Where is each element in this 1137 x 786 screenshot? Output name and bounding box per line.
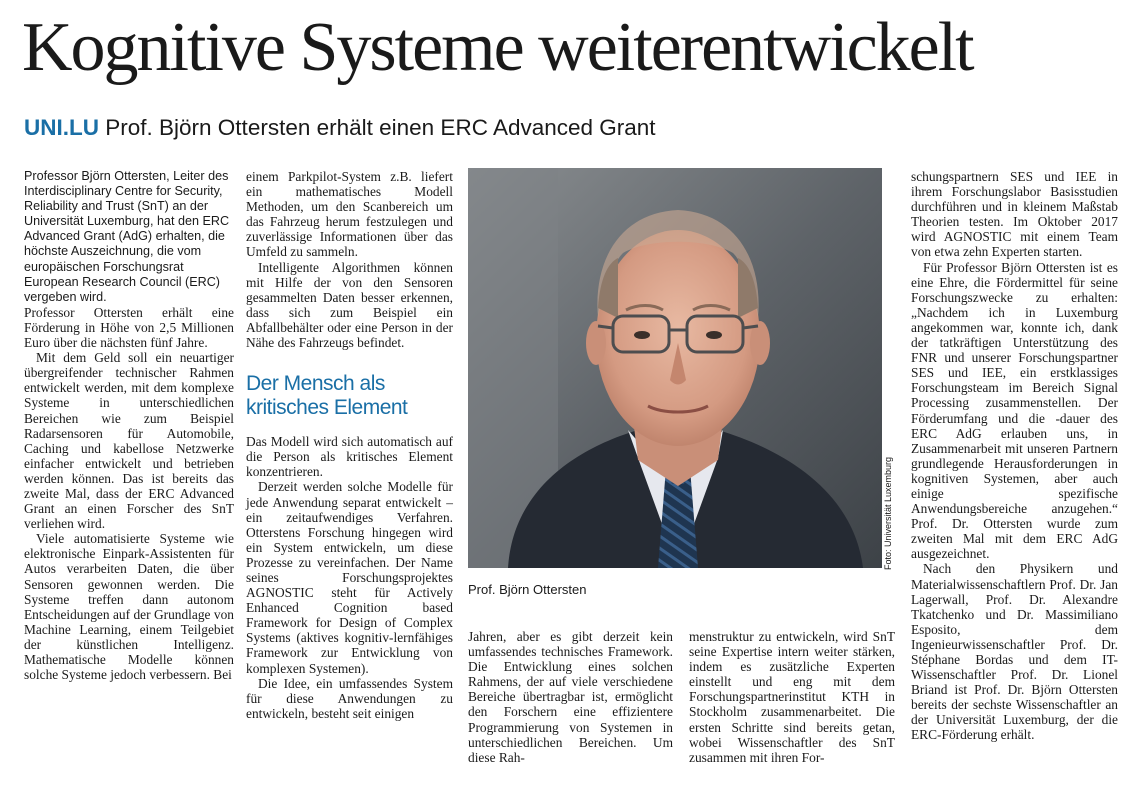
article-paragraph: Jahren, aber es gibt derzeit kein umfassendes technisches Framework. Die Entwicklung eines solchen Rahmens, der auf viele verschiedene Bereiche übertragbar ist, ermöglicht den Forschern eine effizientere Programmierung von Systemen in unterschiedlichen Bereichen. Um diese Rah- xyxy=(468,629,673,765)
headline: Kognitive Systeme weiterentwickelt xyxy=(22,9,973,86)
column-1 xyxy=(24,169,234,682)
photo-caption: Prof. Björn Ottersten xyxy=(468,582,587,597)
article-paragraph: Intelligente Algorithmen können mit Hilfe der von den Sensoren gesammelten Daten besser erkennen, dass sich zum Beispiel ein Abfallbehälter oder eine Person in der Nähe des Fahrzeugs befindet. xyxy=(246,259,453,351)
portrait-photo xyxy=(468,168,882,568)
article-paragraph: Das Modell wird sich automatisch auf die Person als kritisches Element konzentrieren. xyxy=(246,434,453,480)
column-3 xyxy=(468,629,673,765)
article-paragraph: Nach den Physikern und Materialwissenschaftlern Prof. Dr. Jan Lagerwall, Prof. Dr. Alexandre Tkatchenko und Dr. Massimiliano Esposito, dem Ingenieurwissenschaftler Prof. Dr. Stéphane Bordas und dem IT-Wissenschaftler Prof. Dr. Lionel Briand ist Prof. Dr. Björn Ottersten bereits der sechste Wissenschaftler an der Universität Luxemburg, der die ERC-Förderung erhält. xyxy=(911,561,1118,743)
column-5 xyxy=(911,169,1118,743)
article-paragraph: Für Professor Björn Ottersten ist es eine Ehre, die Fördermittel für seine Forschungszwecke zu erhalten: „Nachdem ich in Luxemburg angekommen war, konnte ich, dank der tatkräftigen Unterstützung des FNR und unserer Forschungspartner SES und IEE, ein erstklassiges Forschungsteam im Bereich Signal Processing zusammenstellen. Der Förderumfang und die -dauer des ERC AdG erlauben uns, in Zusammenarbeit mit unseren Partnern grundlegende Herausforderungen in kognitiven Systemen, aber auch einige spezifische Anwendungsbereiche anzugehen.“ Prof. Dr. Ottersten wurde zum zweiten Mal mit dem ERC AdG ausgezeichnet. xyxy=(911,259,1118,562)
article-paragraph: menstruktur zu entwickeln, wird SnT seine Expertise intern weiter stärken, indem es zusätzliche Experten einstellt und eng mit dem Forschungspartnerinstitut KTH in Stockholm zusammenarbeitet. Die ersten Schritte sind bereits getan, wobei Wissenschaftler des SnT zusammen mit ihren For- xyxy=(689,629,895,765)
intro-paragraph: Professor Björn Ottersten, Leiter des Interdisciplinary Centre for Security, Reliability and Trust (SnT) an der Universität Luxemburg, hat den ERC Advanced Grant (AdG) erhalten, die höchste Auszeichnung, die vom europäischen Forschungsrat European Research Council (ERC) vergeben wird. xyxy=(24,169,230,304)
article-paragraph: Mit dem Geld soll ein neuartiger übergreifender technischer Rahmen entwickelt werden, mit dem komplexe Systeme in unterschiedlichen Bereichen wie zum Beispiel Radarsensoren für Automobile, Caching und kabellose Netzwerke einfacher entwickelt und betrieben werden können. Das ist bereits das zweite Mal, dass der ERC Advanced Grant an einen Forscher des SnT verliehen wird. xyxy=(24,350,234,532)
column-2 xyxy=(246,169,453,721)
article-paragraph: Die Idee, ein umfassendes System für diese Anwendungen zu entwickeln, besteht seit einigen xyxy=(246,675,453,721)
portrait-illustration xyxy=(468,168,882,568)
article-paragraph: Professor Ottersten erhält eine Förderung in Höhe von 2,5 Millionen Euro über die nächsten fünf Jahre. xyxy=(24,304,234,351)
article-paragraph: einem Parkpilot-System z.B. liefert ein mathematisches Modell Methoden, um den Scanbereich um das Fahrzeug herum festzulegen und zuverlässige Informationen über das Umfeld zu sammeln. xyxy=(246,169,453,260)
kicker: UNI.LU xyxy=(24,115,99,140)
subline xyxy=(24,114,1114,142)
photo-credit-text: Foto: Universität Luxemburg xyxy=(883,456,893,570)
article-paragraph: Viele automatisierte Systeme wie elektronische Einpark-Assistenten für Autos verarbeiten Daten, die über Sensoren gewonnen werden. Die Systeme treffen dann autonom Entscheidungen auf der Grundlage von Machine Learning, einem Teilgebiet der künstlichen Intelligenz. Mathematische Modelle können solche Systeme jedoch verbessern. Bei xyxy=(24,531,234,683)
subtitle: Prof. Björn Ottersten erhält einen ERC Advanced Grant xyxy=(105,115,656,140)
article-paragraph: schungspartnern SES und IEE in ihrem Forschungslabor Basisstudien durchführen und in kleinem Maßstab Theorien testen. Im Oktober 2017 wird AGNOSTIC mit einem Team von etwa zehn Experten starten. xyxy=(911,169,1118,260)
article-paragraph: Derzeit werden solche Modelle für jede Anwendung separat entwickelt – ein zeitaufwendiges Verfahren. Otterstens Forschung hingegen wird ein System entwickeln, um diese Prozesse zu vereinfachen. Der Name seines Forschungsprojektes AGNOSTIC steht für Actively Enhanced Cognition based Framework for Design of Complex Systems (aktives kognitiv-lernfähiges Framework zur Entwicklung von komplexen Systemen). xyxy=(246,479,453,676)
column-4 xyxy=(689,629,895,765)
photo-credit xyxy=(882,440,896,570)
crosshead: Der Mensch als kritisches Element xyxy=(246,372,408,420)
